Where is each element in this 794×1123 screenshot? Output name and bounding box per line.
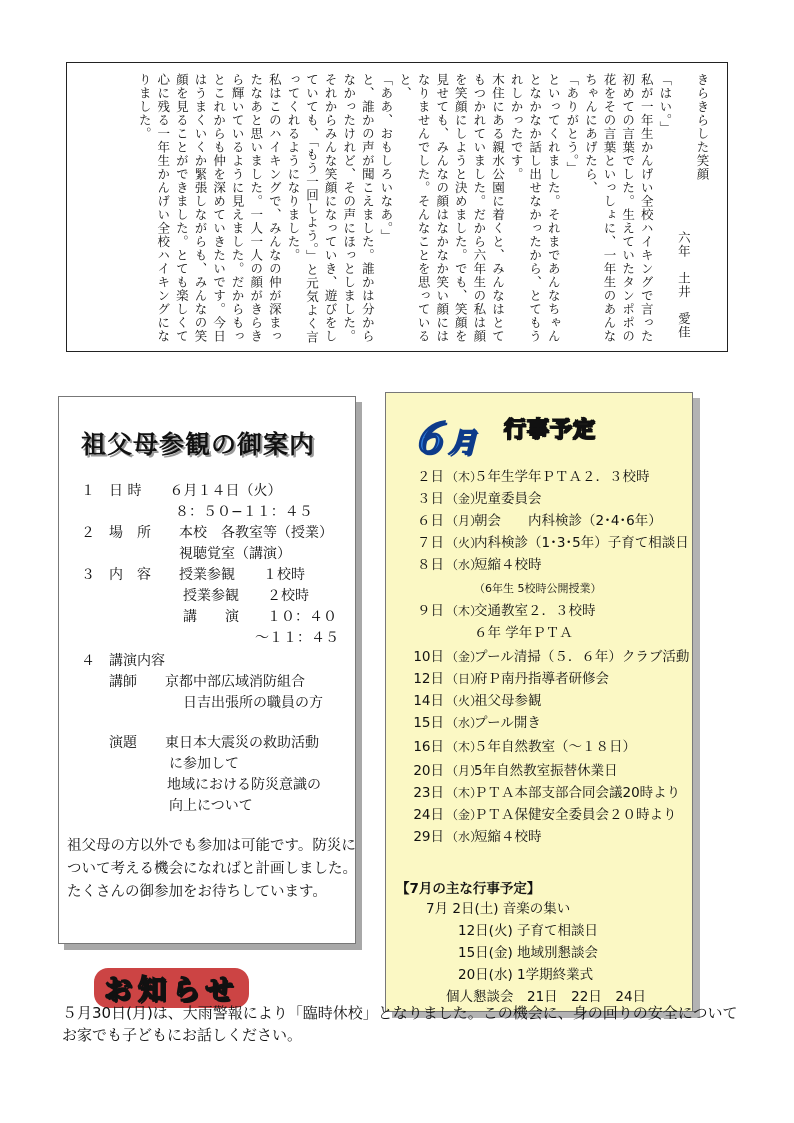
visit-line: 〜１１：４５ [255, 630, 339, 646]
schedule-title: 行事予定 [504, 418, 597, 443]
visit-line: に参加して [169, 756, 239, 772]
essay-paragraph: 「ああ、おもしろいなあ。」 [378, 73, 394, 243]
july-item: 12日(火) 子育て相談日 [458, 923, 599, 939]
visit-line: １ 日 時 ６月１４日（火） [81, 483, 282, 499]
essay-box [66, 62, 728, 352]
visit-line: 講師 京都中部広域消防組合 [109, 674, 305, 690]
essay-author: 六年 土井 愛佳 [676, 231, 692, 339]
visit-line: ８：５０−１１：４５ [175, 504, 313, 520]
essay-text [135, 73, 711, 345]
visit-line: 視聴覚室（講演） [179, 546, 291, 562]
month-badge: ６月 [408, 416, 477, 462]
notice-badge: お知らせ [82, 970, 318, 1000]
visit-line: ２ 場 所 本校 各教室等（授業） [81, 525, 333, 541]
visit-line: 講 演 １０：４０ [183, 609, 337, 625]
essay-paragraph: と、誰かの声が聞こえました。誰かは分からなかったけれど、その声にほっとしました。それからみんな笑顔になっていき、遊びをしていても、「もう一回しよう。」と元気よく言ってくれるようになりました。 [285, 73, 376, 344]
july-item: 15日(金) 地域別懇談会 [458, 945, 599, 961]
essay-paragraph: 木住にある親水公園に着くと、みんなはとてもつかれていました。だから六年生の私は顔を笑顔にしようと決めました。でも、笑顔を見せても、みんなの顔はなかなか笑い顔にはなりませんでした。そんなことを思っていると、 [397, 73, 506, 343]
visit-line: 地域における防災意識の [167, 777, 321, 793]
visit-line: 演題 東日本大震災の救助活動 [109, 735, 319, 751]
visit-line: 日吉出張所の職員の方 [183, 695, 323, 711]
visit-line: ４ 講演内容 [81, 653, 165, 669]
july-item: 7月 2日(土) 音楽の集い [426, 901, 571, 917]
visit-note: 祖父母の方以外でも参加は可能です。防災について考える機会になればと計画しました。たくさんの御参加をお待ちしています。 [67, 838, 357, 900]
essay-title: きらきらした笑顔 [695, 73, 710, 181]
visit-line: 授業参観 ２校時 [183, 588, 309, 604]
july-item: 個人懇談会 21日 22日 24日 [446, 989, 647, 1005]
essay-paragraph: 私が一年生かんげい全校ハイキングで言った初めての言葉でした。生えていたタンポポの花をその言葉といっしょに、一年生のあんなちゃんにあげたら、 [583, 73, 655, 343]
essay-paragraph: といってくれました。それまであんなちゃんとなかなか話し出せなかったから、とてもうれしかったです。 [509, 73, 562, 343]
july-heading: 【7月の主な行事予定】 [396, 881, 541, 897]
july-item: 20日(水) 1学期終業式 [458, 967, 594, 983]
notice-text: ５月30日(月)は、大雨警報により「臨時休校」となりました。この機会に、身の回りの安全についてお家でも子どもにお話しください。 [62, 1004, 738, 1044]
essay-paragraph: 「はい。」 [657, 73, 673, 135]
visit-panel [58, 396, 356, 944]
visit-line: 向上について [169, 798, 253, 814]
visit-line: ３ 内 容 授業参観 １校時 [81, 567, 305, 583]
essay-paragraph: 「ありがとう。」 [564, 73, 580, 175]
visit-title: 祖父母参観の御案内 [81, 430, 316, 459]
essay-paragraph: 私はこのハイキングで、みんなの仲が深まったなあと思いました。一人一人の顔がきらきら輝いているように見えました。だからもっとこれからも仲を深めていきたいです。今日はうまくいくか緊張しながらも、みんなの笑顔を見ることができました。とても楽しくて心に残る一年生かんげい全校ハイキングになりました。 [137, 73, 283, 343]
schedule-panel: ６月 行事予定 ２日 （木） ５年生学年ＰＴＡ２．３校時 ３日 （金） 児童委員会 ６日 （月） 朝会 内科検診（2･4･6年） ７日 （火） 内科検診（1･3･5年）子育て相談日 ８日 （水） 短縮４校時 （6年生 5校時公開授業） ９日 （木） 交通教室２．３校時 ６年 学年ＰＴＡ 10日 （金） プール清掃（５．６年）クラブ活動 12日 （日） 府Ｐ南丹指導者研修会 14日 （火） 祖父母参観 15日 （水） プール開き 16日 （木） ５年自然教室（〜１８日） 20日 （月） 5年自然教室振替休業日 23日 （木） ＰＴＡ本部支部合同会議20時より 24日 （金） ＰＴＡ保健安全委員会２０時より 29日 （水） 短縮４校時 【7月の主な行事予定】 7月 2日(土) 音楽の集い 12日(火) 子育て相談日 15日(金) 地域別懇談会 20日(水) 1学期終業式 個人懇談会 21日 22日 24日 [385, 392, 693, 1012]
